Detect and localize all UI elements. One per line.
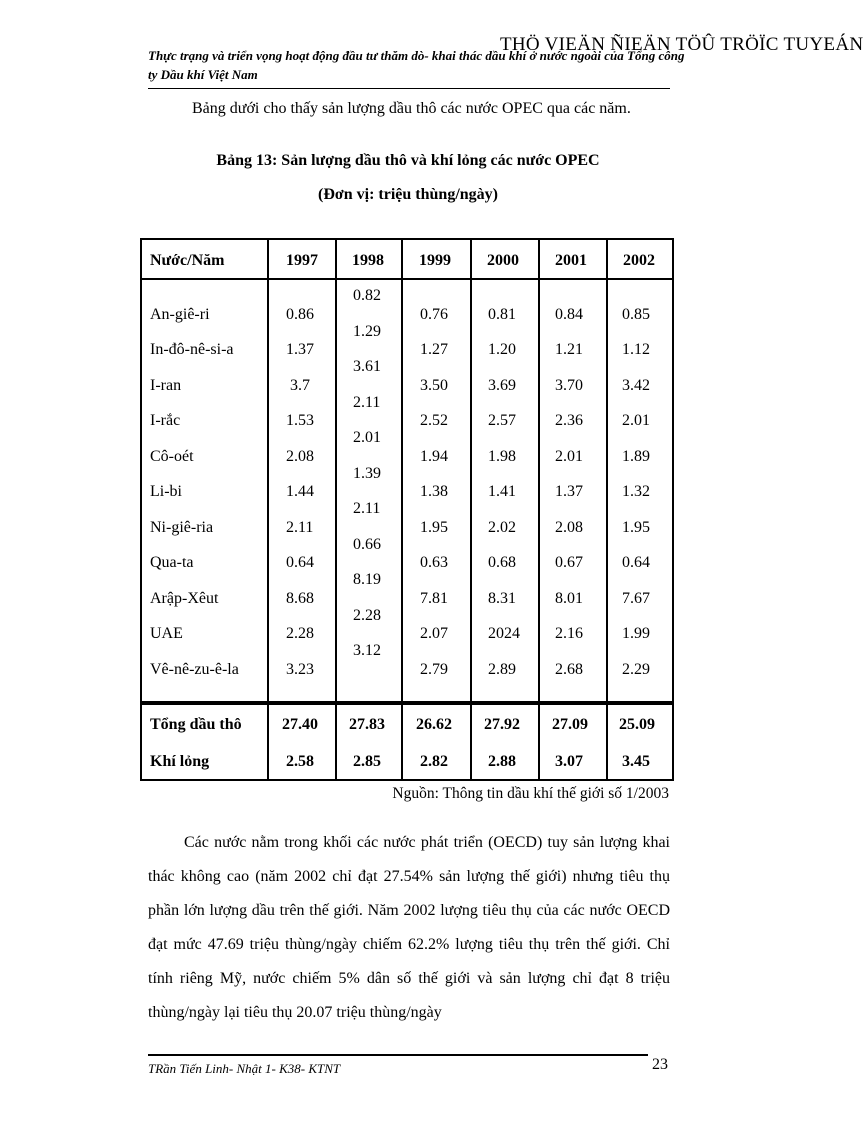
- value-1997: 1.37: [286, 341, 314, 358]
- value-2002: 0.64: [622, 554, 650, 571]
- value-1997: 3.23: [286, 661, 314, 678]
- total-crude-1998: 27.83: [349, 716, 385, 733]
- value-1997: 2.08: [286, 448, 314, 465]
- value-1998: 0.66: [353, 536, 381, 553]
- value-2001: 2.16: [555, 625, 583, 642]
- footer-divider: [148, 1054, 648, 1056]
- col-divider: [606, 240, 608, 779]
- value-1998: 1.39: [353, 465, 381, 482]
- value-2001: 1.37: [555, 483, 583, 500]
- total-ngl-label: Khí lỏng: [150, 753, 210, 770]
- running-header: Thực trạng và triển vọng hoạt động đầu tư thăm dò- khai thác dầu khí ở nước ngoài của Tổng công ty Dầu khí Việt Nam: [148, 48, 685, 82]
- value-1997: 0.64: [286, 554, 314, 571]
- footer-author: TRần Tiến Linh- Nhật 1- K38- KTNT: [148, 1061, 341, 1076]
- country-name: Cô-oét: [150, 448, 194, 465]
- table-unit: (Đơn vị: triệu thùng/ngày): [318, 186, 498, 203]
- value-1997: 2.28: [286, 625, 314, 642]
- value-1997: 2.11: [286, 519, 314, 536]
- value-1999: 0.63: [420, 554, 448, 571]
- value-2001: 3.70: [555, 377, 583, 394]
- value-2000: 0.81: [488, 306, 516, 323]
- value-2000: 2.57: [488, 412, 516, 429]
- header-row-divider: [142, 278, 672, 280]
- body-paragraph: [148, 826, 670, 1030]
- value-2002: 1.89: [622, 448, 650, 465]
- col-divider: [538, 240, 540, 779]
- country-name: In-đô-nê-si-a: [150, 341, 234, 358]
- country-name: Li-bi: [150, 483, 182, 500]
- value-2001: 2.01: [555, 448, 583, 465]
- table-title: Bảng 13: Sản lượng dầu thô và khí lỏng các nước OPEC: [216, 152, 600, 169]
- value-1998: 2.11: [353, 500, 381, 517]
- header-divider: [148, 88, 670, 89]
- col-divider: [401, 240, 403, 779]
- col-header-1998: 1998: [352, 252, 384, 269]
- value-1999: 2.07: [420, 625, 448, 642]
- total-ngl-2000: 2.88: [488, 753, 516, 770]
- table-source: Nguồn: Thông tin dầu khí thế giới số 1/2003: [392, 785, 669, 802]
- value-2000: 1.98: [488, 448, 516, 465]
- country-name: Qua-ta: [150, 554, 194, 571]
- value-1997: 1.44: [286, 483, 314, 500]
- value-1998: 3.61: [353, 358, 381, 375]
- value-2001: 8.01: [555, 590, 583, 607]
- value-2002: 1.12: [622, 341, 650, 358]
- value-2000: 2.02: [488, 519, 516, 536]
- total-ngl-1999: 2.82: [420, 753, 448, 770]
- col-header-2001: 2001: [555, 252, 587, 269]
- value-2000: 8.31: [488, 590, 516, 607]
- total-crude-2000: 27.92: [484, 716, 520, 733]
- watermark-text: THÖ VIEÄN ÑIEÄN TÖÛ TRÖÏC TUYEÁN: [500, 34, 863, 55]
- value-2000: 0.68: [488, 554, 516, 571]
- value-2002: 7.67: [622, 590, 650, 607]
- value-1999: 1.94: [420, 448, 448, 465]
- country-name: Arập-Xêut: [150, 590, 219, 607]
- totals-divider: [142, 701, 672, 705]
- total-crude-1997: 27.40: [282, 716, 318, 733]
- value-1999: 1.38: [420, 483, 448, 500]
- col-divider: [335, 240, 337, 779]
- value-1997: 0.86: [286, 306, 314, 323]
- value-1998: 2.28: [353, 607, 381, 624]
- total-ngl-2002: 3.45: [622, 753, 650, 770]
- total-ngl-1997: 2.58: [286, 753, 314, 770]
- value-1998: 2.11: [353, 394, 381, 411]
- value-2002: 1.32: [622, 483, 650, 500]
- value-2001: 1.21: [555, 341, 583, 358]
- total-ngl-1998: 2.85: [353, 753, 381, 770]
- value-2002: 0.85: [622, 306, 650, 323]
- value-2001: 2.36: [555, 412, 583, 429]
- intro-sentence: Bảng dưới cho thấy sản lượng dầu thô các nước OPEC qua các năm.: [192, 100, 631, 117]
- col-header-country: Nước/Năm: [150, 252, 225, 269]
- value-1998: 8.19: [353, 571, 381, 588]
- value-2001: 2.68: [555, 661, 583, 678]
- page-number: 23: [652, 1056, 668, 1073]
- country-name: I-ran: [150, 377, 182, 394]
- value-2000: 2.89: [488, 661, 516, 678]
- value-1997: 3.7: [290, 377, 310, 394]
- value-1998: 2.01: [353, 429, 381, 446]
- value-2000: 3.69: [488, 377, 516, 394]
- value-1999: 0.76: [420, 306, 448, 323]
- value-2002: 1.95: [622, 519, 650, 536]
- value-2002: 3.42: [622, 377, 650, 394]
- col-header-1999: 1999: [419, 252, 451, 269]
- value-1997: 8.68: [286, 590, 314, 607]
- col-header-1997: 1997: [286, 252, 318, 269]
- value-1999: 3.50: [420, 377, 448, 394]
- total-crude-2002: 25.09: [619, 716, 655, 733]
- value-1998: 1.29: [353, 323, 381, 340]
- value-1999: 1.27: [420, 341, 448, 358]
- col-header-2000: 2000: [487, 252, 519, 269]
- value-1998: 0.82: [353, 287, 381, 304]
- value-1999: 1.95: [420, 519, 448, 536]
- value-2002: 1.99: [622, 625, 650, 642]
- country-name: UAE: [150, 625, 183, 642]
- opec-production-table: [140, 238, 674, 781]
- value-2000: 1.41: [488, 483, 516, 500]
- value-2002: 2.29: [622, 661, 650, 678]
- value-1999: 7.81: [420, 590, 448, 607]
- total-crude-2001: 27.09: [552, 716, 588, 733]
- total-crude-label: Tổng dầu thô: [150, 716, 242, 733]
- country-name: Vê-nê-zu-ê-la: [150, 661, 239, 678]
- value-2001: 2.08: [555, 519, 583, 536]
- value-2000: 2024: [488, 625, 520, 642]
- value-2002: 2.01: [622, 412, 650, 429]
- value-2000: 1.20: [488, 341, 516, 358]
- col-divider: [470, 240, 472, 779]
- value-2001: 0.67: [555, 554, 583, 571]
- country-name: An-giê-ri: [150, 306, 210, 323]
- value-1999: 2.52: [420, 412, 448, 429]
- value-2001: 0.84: [555, 306, 583, 323]
- paragraph-text: Các nước nằm trong khối các nước phát triển (OECD) tuy sản lượng khai thác không cao (năm 2002 chỉ đạt 27.54% sản lượng thế giới) nhưng tiêu thụ phần lớn lượng dầu trên thế giới. Năm 2002 lượng tiêu thụ của các nước OECD đạt mức 47.69 triệu thùng/ngày chiếm 62.2% lượng tiêu thụ trên thế giới. Chỉ tính riêng Mỹ, nước chiếm 5% dân số thế giới và sản lượng chỉ đạt 8 triệu thùng/ngày lại tiêu thụ 20.07 triệu thùng/ngày: [148, 834, 670, 1021]
- country-name: Ni-giê-ria: [150, 519, 214, 536]
- value-1999: 2.79: [420, 661, 448, 678]
- total-ngl-2001: 3.07: [555, 753, 583, 770]
- country-name: I-rắc: [150, 412, 181, 429]
- col-header-2002: 2002: [623, 252, 655, 269]
- total-crude-1999: 26.62: [416, 716, 452, 733]
- value-1997: 1.53: [286, 412, 314, 429]
- value-1998: 3.12: [353, 642, 381, 659]
- col-divider: [267, 240, 269, 779]
